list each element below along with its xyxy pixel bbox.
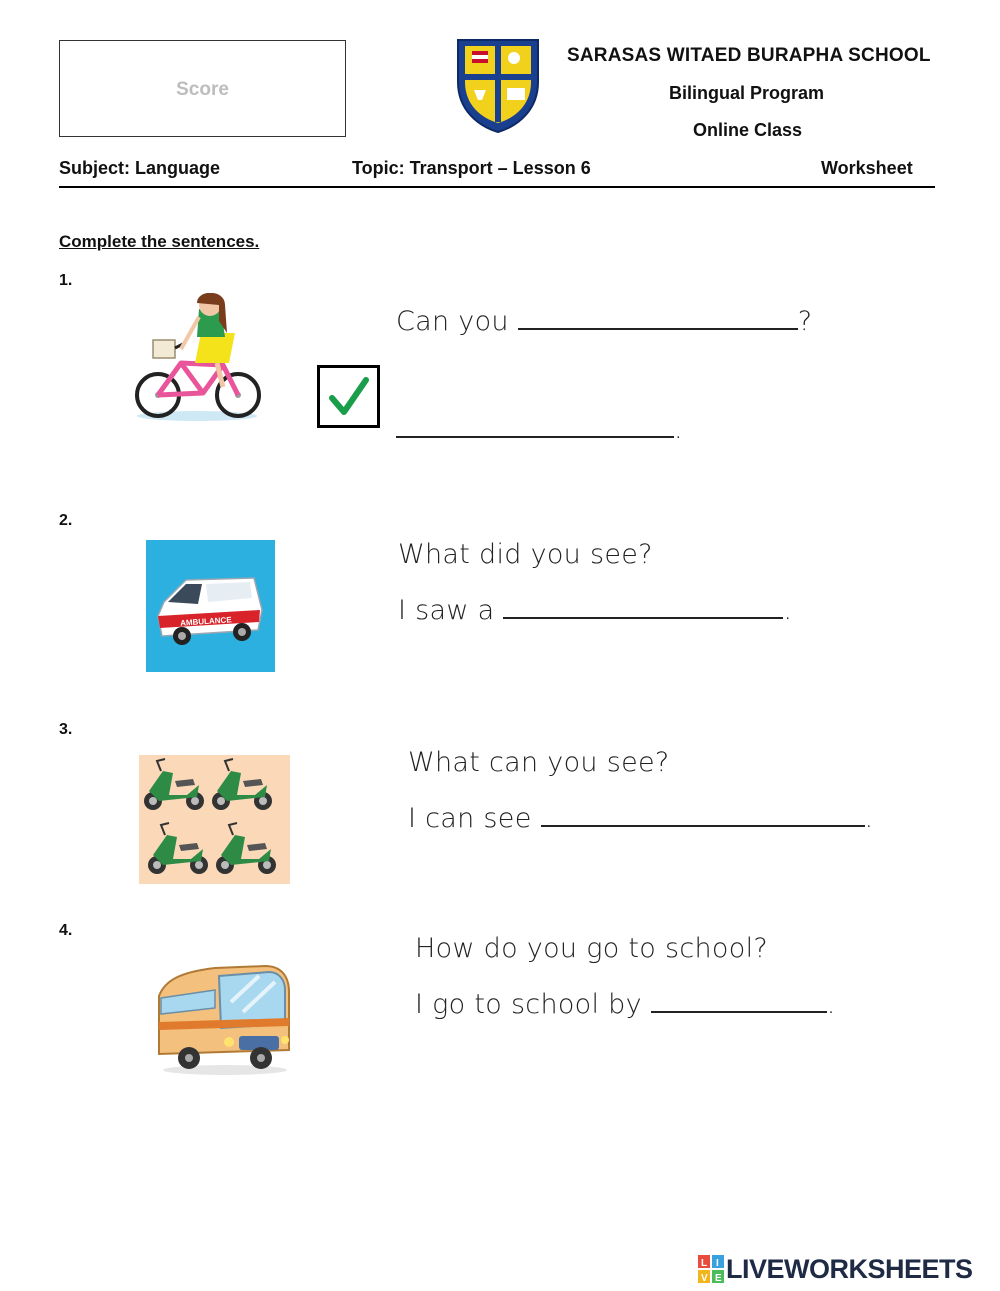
answer-blank[interactable] [518,302,798,330]
checkmark-icon [324,372,374,422]
question-number: 4. [59,922,73,939]
ambulance-image [146,540,275,672]
question-4-line-1: How do you go to school? [415,933,769,964]
ambulance-label: AMBULANCE [179,615,232,628]
topic-label: Topic: Transport – Lesson 6 [352,158,591,178]
motorbikes-image [139,755,290,884]
question-4-line-2 [415,985,836,1020]
question-1-line-1 [396,302,812,337]
logo-letter: I [716,1258,719,1269]
liveworksheets-brand: LIVEWORKSHEETS [726,1253,973,1284]
school-crest-logo [452,34,544,134]
question-2-prompt: I saw a [398,595,495,626]
question-3-prompt: I can see [408,803,532,834]
worksheet-label: Worksheet [821,158,913,178]
answer-blank[interactable] [396,410,674,438]
answer-check-box [317,365,380,428]
period: . [674,414,683,445]
logo-letter: L [701,1258,708,1269]
school-bus-image [155,962,292,1077]
question-number: 2. [59,512,73,529]
period: . [864,803,874,834]
question-number: 1. [59,272,73,289]
question-3-line-1: What can you see? [408,747,670,778]
period: . [783,595,793,626]
liveworksheets-logo[interactable] [698,1252,973,1286]
answer-blank[interactable] [503,591,783,619]
subject-label: Subject: Language [59,158,221,178]
class-type: Online Class [693,120,803,140]
school-name: SARASAS WITAED BURAPHA SCHOOL [567,45,931,66]
question-mark: ? [797,306,813,337]
question-2-line-1: What did you see? [398,539,653,570]
logo-letter: V [701,1273,708,1283]
question-number: 3. [59,721,73,738]
period: . [826,989,836,1020]
question-1-prompt: Can you [396,306,509,337]
question-2-line-2 [398,591,792,626]
header-divider [59,186,935,188]
liveworksheets-logo-icon [698,1255,724,1283]
girl-riding-bicycle-image [133,293,261,423]
question-4-prompt: I go to school by [415,989,642,1020]
score-label: Score [176,79,229,100]
program-name: Bilingual Program [669,83,825,103]
answer-blank[interactable] [541,799,865,827]
question-3-line-2 [408,799,873,834]
instruction-text: Complete the sentences. [59,232,260,251]
answer-blank[interactable] [651,985,827,1013]
question-1-line-2 [396,410,683,445]
logo-letter: E [715,1273,722,1283]
score-box [59,40,346,137]
